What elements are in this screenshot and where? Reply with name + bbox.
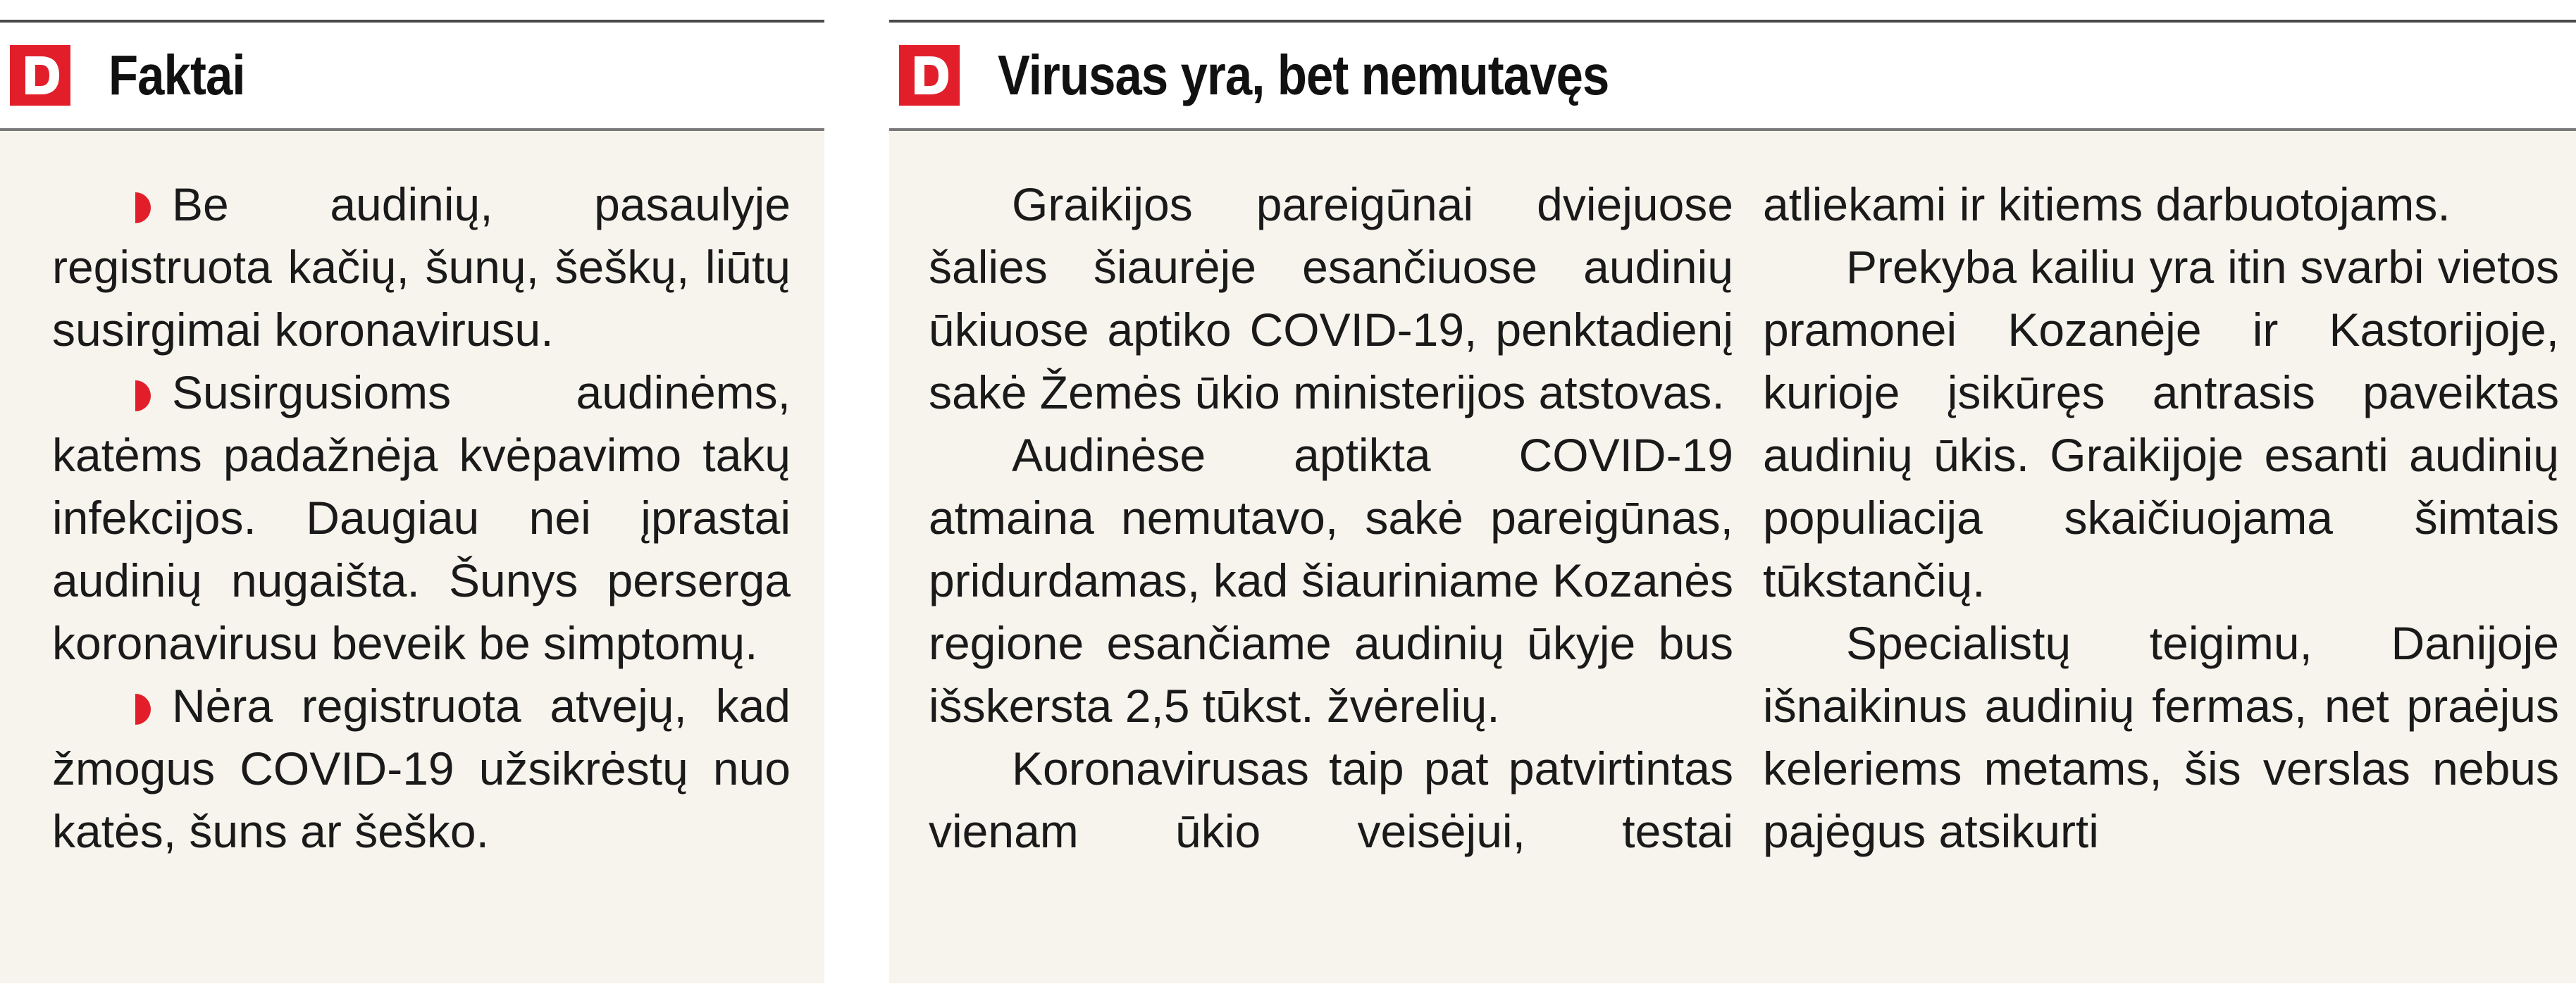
article-column-2 <box>1763 173 2559 863</box>
half-circle-bullet-icon <box>135 380 151 411</box>
half-circle-bullet-icon <box>135 694 151 725</box>
article-column-1 <box>929 173 1733 863</box>
facts-list <box>52 173 791 863</box>
article-paragraph: Specialistų teigimu, Danijoje išnaikinus audinių fermas, net praėjus keleriems metams, šis verslas nebus pajėgus atsikurti <box>1763 617 2559 857</box>
article-paragraph: Graikijos pareigūnai dviejuose šalies šiaurėje esančiuose audinių ūkiuose aptiko COVID-19, penktadienį sakė Žemės ūkio ministerijos atstovas. <box>929 178 1733 418</box>
article-title: Virusas yra, bet nemutavęs <box>998 44 1609 106</box>
article-paragraph: Audinėse aptikta COVID-19 atmaina nemutavo, sakė pareigūnas, pridurdamas, kad šiauriniame Kozanės regione esančiame audinių ūkyje bus išskersta 2,5 tūkst. žvėrelių. <box>929 429 1733 732</box>
d-logo-icon <box>899 45 960 106</box>
article-paragraph: Koronavirusas taip pat patvirtintas vienam ūkio veisėjui, testai <box>929 742 1733 857</box>
article-body <box>889 131 2576 983</box>
fact-item: Be audinių, pasaulyje registruota kačių, šunų, šeškų, liūtų susirgimai koronavirusu. <box>52 178 791 356</box>
facts-box <box>0 20 824 983</box>
facts-title: Faktai <box>109 44 245 106</box>
article-paragraph: Prekyba kailiu yra itin svarbi vietos pramonei Kozanėje ir Kastorijoje, kurioje įsikūręs antrasis paveiktas audinių ūkis. Graikijoje esanti audinių populiacija skaičiuojama šimtais tūkstančių. <box>1763 241 2559 606</box>
article-header <box>889 23 2576 131</box>
half-circle-bullet-icon <box>135 192 151 223</box>
facts-body <box>0 131 824 983</box>
article-box <box>889 20 2576 983</box>
facts-header <box>0 23 824 131</box>
article-paragraph-continued: atliekami ir kitiems darbuotojams. <box>1763 178 2451 230</box>
fact-item: Nėra registruota atvejų, kad žmogus COVID-19 užsikrėstų nuo katės, šuns ar šeško. <box>52 680 791 857</box>
d-logo-icon <box>10 45 70 106</box>
fact-item: Susirgusioms audinėms, katėms padažnėja kvėpavimo takų infekcijos. Daugiau nei įprastai audinių nugaišta. Šunys perserga koronavirusu beveik be simptomų. <box>52 366 791 669</box>
